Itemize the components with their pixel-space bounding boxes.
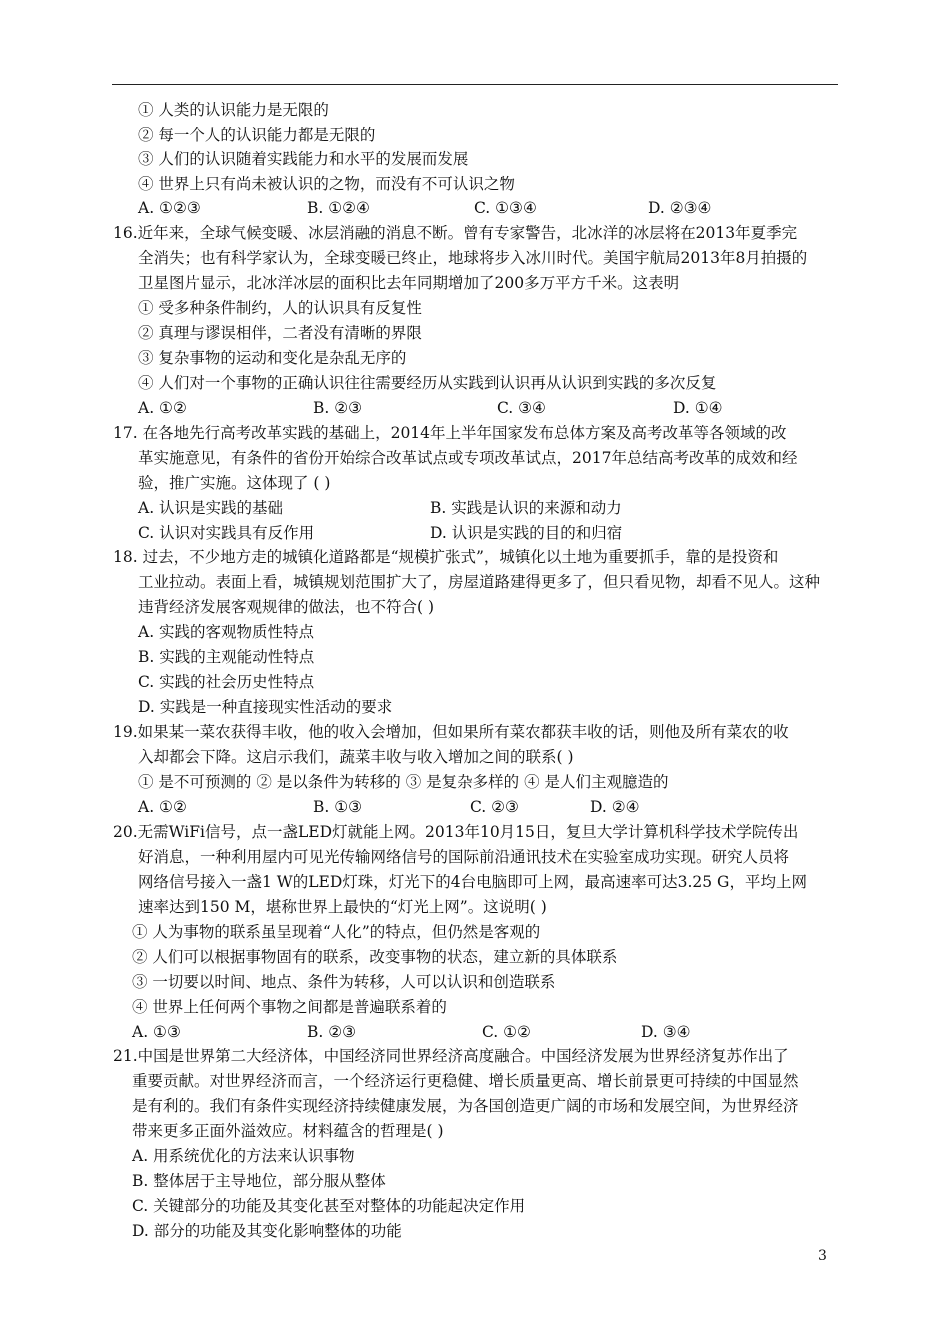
q21-option-a: A. 用系统优化的方法来认识事物 — [132, 1147, 355, 1165]
q21-stem-1: 21.中国是世界第二大经济体，中国经济同世界经济高度融合。中国经济发展为世界经济复苏作出了 — [113, 1047, 789, 1065]
q20-option-a: A. ①③ — [132, 1023, 181, 1041]
q16-item-4: ④ 人们对一个事物的正确认识往往需要经历从实践到认识再从认识到实践的多次反复 — [138, 374, 717, 392]
q21-stem-3: 是有利的。我们有条件实现经济持续健康发展，为各国创造更广阔的市场和发展空间，为世界经济 — [132, 1097, 799, 1115]
q20-option-d: D. ③④ — [641, 1023, 691, 1041]
q15-item-2: ② 每一个人的认识能力都是无限的 — [138, 126, 376, 144]
q16-item-3: ③ 复杂事物的运动和变化是杂乱无序的 — [138, 349, 407, 367]
q21-stem-2: 重要贡献。对世界经济而言，一个经济运行更稳健、增长质量更高、增长前景更可持续的中国显然 — [132, 1072, 799, 1090]
q20-stem-1: 20.无需WiFi信号，点一盏LED灯就能上网。2013年10月15日，复旦大学计算机科学技术学院传出 — [113, 823, 799, 841]
q15-option-d: D. ②③④ — [648, 199, 712, 217]
q18-option-c: C. 实践的社会历史性特点 — [138, 673, 315, 691]
q15-option-c: C. ①③④ — [474, 199, 537, 217]
q16-stem-3: 卫星图片显示，北冰洋冰层的面积比去年同期增加了200多万平方千米。这表明 — [138, 274, 680, 292]
q20-stem-4: 速率达到150 M，堪称世界上最快的“灯光上网”。这说明( ) — [138, 898, 547, 916]
q18-stem-3: 违背经济发展客观规律的做法，也不符合( ) — [138, 598, 435, 616]
q16-option-c: C. ③④ — [497, 399, 546, 417]
q15-item-4: ④ 世界上只有尚未被认识的之物，而没有不可认识之物 — [138, 175, 515, 193]
q16-option-d: D. ①④ — [673, 399, 723, 417]
q16-stem-2: 全消失；也有科学家认为，全球变暖已终止，地球将步入冰川时代。美国宇航局2013年8月拍摄的 — [138, 249, 808, 267]
q19-option-d: D. ②④ — [590, 798, 640, 816]
q20-option-b: B. ②③ — [307, 1023, 357, 1041]
q18-option-a: A. 实践的客观物质性特点 — [138, 623, 315, 641]
q21-option-c: C. 关键部分的功能及其变化甚至对整体的功能起决定作用 — [132, 1197, 526, 1215]
header-rule — [112, 84, 838, 85]
q19-stem-1: 19.如果某一菜农获得丰收，他的收入会增加，但如果所有菜农都获丰收的话，则他及所有菜农的收 — [113, 723, 789, 741]
q15-option-a: A. ①②③ — [138, 199, 201, 217]
q20-option-c: C. ①② — [482, 1023, 531, 1041]
q16-stem-1: 16.近年来，全球气候变暖、冰层消融的消息不断。曾有专家警告，北冰洋的冰层将在2013年夏季完 — [113, 224, 798, 242]
q20-item-4: ④ 世界上任何两个事物之间都是普遍联系着的 — [132, 998, 447, 1016]
page-number: 3 — [818, 1248, 827, 1264]
q16-item-2: ② 真理与谬误相伴，二者没有清晰的界限 — [138, 324, 422, 342]
q20-stem-2: 好消息，一种利用屋内可见光传输网络信号的国际前沿通讯技术在实验室成功实现。研究人员将 — [138, 848, 790, 866]
q17-option-c: C. 认识对实践具有反作用 — [138, 524, 315, 542]
q18-stem-1: 18. 过去，不少地方走的城镇化道路都是“规模扩张式”，城镇化以土地为重要抓手，靠的是投资和 — [113, 548, 779, 566]
q17-option-a: A. 认识是实践的基础 — [138, 499, 284, 517]
q16-option-b: B. ②③ — [313, 399, 363, 417]
q20-item-1: ① 人为事物的联系虽呈现着“人化”的特点，但仍然是客观的 — [132, 923, 541, 941]
q20-item-2: ② 人们可以根据事物固有的联系，改变事物的状态，建立新的具体联系 — [132, 948, 618, 966]
q21-option-d: D. 部分的功能及其变化影响整体的功能 — [132, 1222, 402, 1240]
q18-stem-2: 工业拉动。表面上看，城镇规划范围扩大了，房屋道路建得更多了，但只看见物，却看不见人。这种 — [138, 573, 821, 591]
q18-option-b: B. 实践的主观能动性特点 — [138, 648, 315, 666]
q21-option-b: B. 整体居于主导地位，部分服从整体 — [132, 1172, 386, 1190]
q18-option-d: D. 实践是一种直接现实性活动的要求 — [138, 698, 393, 716]
q17-stem-3: 验，推广实施。这体现了 ( ) — [138, 474, 331, 492]
q15-item-1: ① 人类的认识能力是无限的 — [138, 101, 329, 119]
q19-stem-2: 入却都会下降。这启示我们，蔬菜丰收与收入增加之间的联系( ) — [138, 748, 574, 766]
q17-stem-2: 革实施意见，有条件的省份开始综合改革试点或专项改革试点，2017年总结高考改革的成效和经 — [138, 449, 798, 467]
q19-option-b: B. ①③ — [313, 798, 363, 816]
q20-stem-3: 网络信号接入一盏1 W的LED灯珠，灯光下的4台电脑即可上网，最高速率可达3.25 G，平均上网 — [138, 873, 807, 891]
q15-option-b: B. ①②④ — [307, 199, 370, 217]
q19-option-a: A. ①② — [138, 798, 187, 816]
q17-option-b: B. 实践是认识的来源和动力 — [430, 499, 622, 517]
q16-item-1: ① 受多种条件制约，人的认识具有反复性 — [138, 299, 422, 317]
q16-option-a: A. ①② — [138, 399, 187, 417]
q17-stem-1: 17. 在各地先行高考改革实践的基础上，2014年上半年国家发布总体方案及高考改革等各领域的改 — [113, 424, 787, 442]
q20-item-3: ③ 一切要以时间、地点、条件为转移，人可以认识和创造联系 — [132, 973, 556, 991]
q21-stem-4: 带来更多正面外溢效应。材料蕴含的哲理是( ) — [132, 1122, 444, 1140]
q19-option-c: C. ②③ — [470, 798, 519, 816]
q17-option-d: D. 认识是实践的目的和归宿 — [430, 524, 623, 542]
q15-item-3: ③ 人们的认识随着实践能力和水平的发展而发展 — [138, 150, 469, 168]
q19-item-1: ① 是不可预测的 ② 是以条件为转移的 ③ 是复杂多样的 ④ 是人们主观臆造的 — [138, 773, 669, 791]
